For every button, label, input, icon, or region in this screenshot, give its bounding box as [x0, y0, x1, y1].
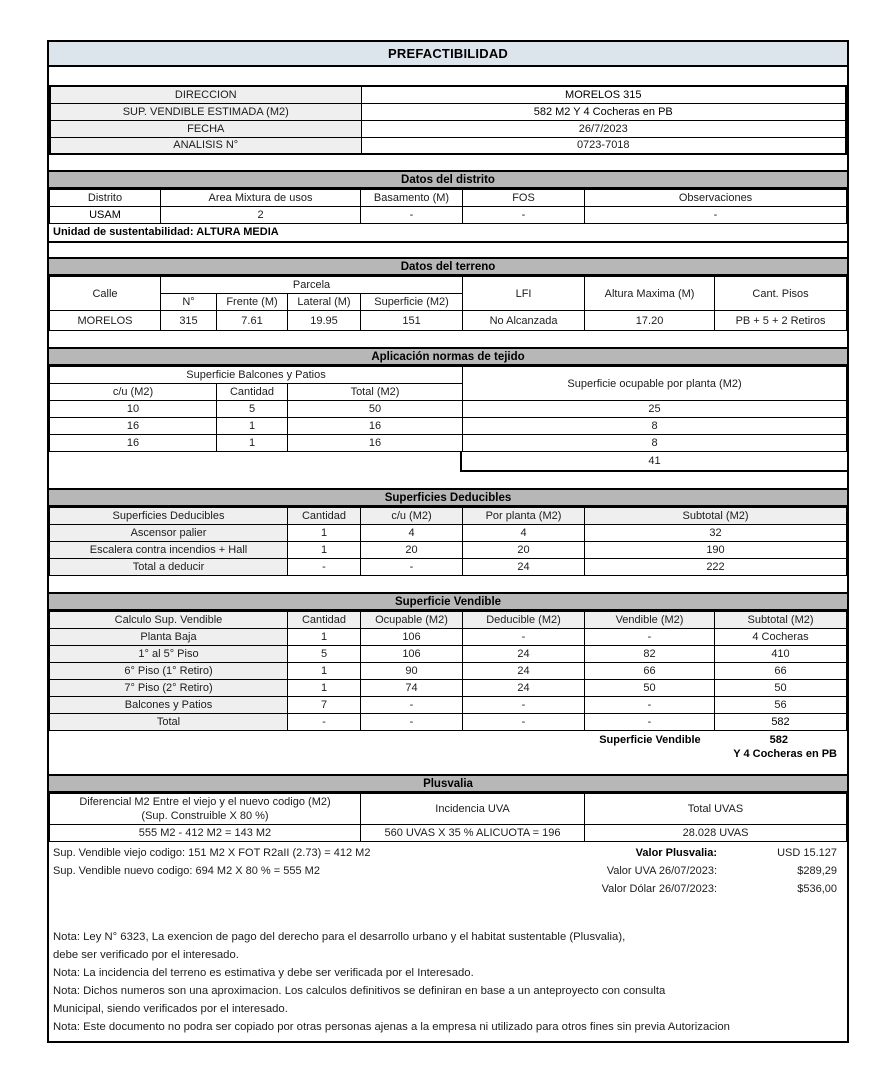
- distrito-header-observaciones: Observaciones: [585, 190, 847, 207]
- deducibles-row-total: [50, 559, 847, 576]
- vendible-cell: 82: [585, 646, 715, 663]
- terreno-header-altura: Altura Maxima (M): [585, 277, 715, 311]
- tejido-subheader-total: Total (M2): [288, 384, 463, 401]
- vendible-cell: 66: [715, 663, 847, 680]
- section-bar-terreno: Datos del terreno: [49, 257, 847, 276]
- vendible-cell: 74: [361, 680, 463, 697]
- note-line: Municipal, siendo verificados por el interesado.: [53, 1003, 288, 1015]
- plusvalia-header-diferencial: [50, 794, 361, 825]
- distrito-header-basamento: Basamento (M): [361, 190, 463, 207]
- vendible-summary-value: 582: [769, 734, 789, 746]
- distrito-data-row: [50, 207, 847, 224]
- deducibles-row-escalera: [50, 542, 847, 559]
- vendible-summary-label: Superficie Vendible: [599, 734, 701, 746]
- terreno-value-pisos: PB + 5 + 2 Retiros: [715, 311, 847, 331]
- tejido-cell: 8: [463, 418, 847, 435]
- deducibles-table: [49, 507, 847, 576]
- terreno-header-calle: Calle: [50, 277, 161, 311]
- gap: [49, 764, 847, 774]
- vendible-cell: 1: [288, 680, 361, 697]
- vendible-cell: -: [361, 714, 463, 731]
- terreno-value-numero: 315: [161, 311, 217, 331]
- terreno-header-row-1: [50, 277, 847, 294]
- info-value-sup-vendible: 582 M2 Y 4 Cocheras en PB: [361, 103, 846, 120]
- deducibles-cell: 1: [288, 525, 361, 542]
- tejido-cell: 16: [50, 435, 217, 452]
- terreno-header-lfi: LFI: [463, 277, 585, 311]
- vendible-summary-row: [49, 734, 847, 746]
- valor-plusvalia-row: [547, 844, 841, 862]
- deducibles-cell-label: Escalera contra incendios + Hall: [50, 542, 288, 559]
- distrito-header-row: [50, 190, 847, 207]
- distrito-header-mixtura: Area Mixtura de usos: [161, 190, 361, 207]
- vendible-row-planta-baja: [50, 629, 847, 646]
- sustainability-note: Unidad de sustentabilidad: ALTURA MEDIA: [49, 224, 847, 243]
- info-label-fecha: FECHA: [50, 120, 361, 137]
- vendible-header-deducible: Deducible (M2): [463, 612, 585, 629]
- vendible-cell: 24: [463, 646, 585, 663]
- distrito-value-mixtura: 2: [161, 207, 361, 224]
- distrito-value-fos: -: [463, 207, 585, 224]
- note-line: Nota: Dichos numeros son una aproximacion. Los calculos definitivos se definiran en base a un anteproyecto con consulta: [53, 985, 666, 997]
- vendible-header-vendible: Vendible (M2): [585, 612, 715, 629]
- tejido-data-row: [50, 418, 847, 435]
- vendible-cell: -: [585, 714, 715, 731]
- deducibles-row-ascensor: [50, 525, 847, 542]
- tejido-data-row: [50, 435, 847, 452]
- deducibles-header-cantidad: Cantidad: [288, 508, 361, 525]
- calc-line-viejo-codigo: Sup. Vendible viejo codigo: 151 M2 X FOT R2aII (2.73) = 412 M2: [53, 847, 371, 859]
- tejido-header-row-1: [50, 367, 847, 384]
- vendible-header-subtotal: Subtotal (M2): [715, 612, 847, 629]
- terreno-value-superficie: 151: [361, 311, 463, 331]
- terreno-value-altura: 17.20: [585, 311, 715, 331]
- deducibles-header-row: [50, 508, 847, 525]
- note-line: debe ser verificado por el interesado.: [53, 949, 239, 961]
- terreno-value-lateral: 19.95: [288, 311, 361, 331]
- valor-dolar-value: $536,00: [797, 883, 837, 895]
- distrito-value-distrito: USAM: [50, 207, 161, 224]
- tejido-data-row: [50, 401, 847, 418]
- vendible-cell: 7: [288, 697, 361, 714]
- terreno-value-frente: 7.61: [217, 311, 288, 331]
- valor-uva-label: Valor UVA 26/07/2023:: [606, 865, 717, 877]
- vendible-cell: -: [463, 714, 585, 731]
- valor-plusvalia-label: Valor Plusvalia:: [635, 847, 717, 859]
- tejido-subheader-cantidad: Cantidad: [217, 384, 288, 401]
- vendible-cell: -: [463, 697, 585, 714]
- vendible-cell: -: [585, 629, 715, 646]
- info-row-fecha: [50, 120, 846, 137]
- plusvalia-header-row: [50, 794, 847, 825]
- vendible-cell-label: 1° al 5° Piso: [50, 646, 288, 663]
- valor-uva-row: [547, 862, 841, 880]
- tejido-cell: 1: [217, 418, 288, 435]
- document-title: PREFACTIBILIDAD: [49, 42, 847, 67]
- deducibles-cell: 222: [585, 559, 847, 576]
- deducibles-cell: 24: [463, 559, 585, 576]
- deducibles-cell-label: Total a deducir: [50, 559, 288, 576]
- valor-dolar-row: [547, 880, 841, 898]
- distrito-value-observaciones: -: [585, 207, 847, 224]
- terreno-subheader-frente: Frente (M): [217, 294, 288, 311]
- distrito-value-basamento: -: [361, 207, 463, 224]
- vendible-row-total: [50, 714, 847, 731]
- info-label-sup-vendible: SUP. VENDIBLE ESTIMADA (M2): [50, 103, 361, 120]
- terreno-table: [49, 276, 847, 331]
- deducibles-cell: 1: [288, 542, 361, 559]
- tejido-cell: 8: [463, 435, 847, 452]
- vendible-header-row: [50, 612, 847, 629]
- info-value-fecha: 26/7/2023: [361, 120, 846, 137]
- deducibles-cell: 20: [463, 542, 585, 559]
- plusvalia-header-diferencial-line1: Diferencial M2 Entre el viejo y el nuevo codigo (M2): [79, 796, 331, 808]
- deducibles-header-subtotal: Subtotal (M2): [585, 508, 847, 525]
- vendible-cell-label: 7° Piso (2° Retiro): [50, 680, 288, 697]
- notes-block: [49, 924, 847, 1041]
- deducibles-cell: -: [361, 559, 463, 576]
- plusvalia-header-diferencial-line2: (Sup. Construible X 80 %): [141, 810, 269, 822]
- gap: [49, 155, 847, 170]
- distrito-header-fos: FOS: [463, 190, 585, 207]
- vendible-table: [49, 611, 847, 731]
- tejido-subheader-cu: c/u (M2): [50, 384, 217, 401]
- section-bar-tejido: Aplicación normas de tejido: [49, 347, 847, 366]
- tejido-cell: 16: [288, 435, 463, 452]
- tejido-total-row: [49, 452, 847, 472]
- plusvalia-value-total-uvas: 28.028 UVAS: [585, 825, 847, 842]
- deducibles-cell: 4: [463, 525, 585, 542]
- info-row-direccion: [50, 86, 846, 103]
- vendible-cell: -: [463, 629, 585, 646]
- distrito-table: [49, 189, 847, 224]
- terreno-data-row: [50, 311, 847, 331]
- terreno-header-parcela: Parcela: [161, 277, 463, 294]
- tejido-cell: 1: [217, 435, 288, 452]
- tejido-table: [49, 366, 847, 452]
- gap: [49, 331, 847, 347]
- vendible-header-calculo: Calculo Sup. Vendible: [50, 612, 288, 629]
- vendible-cell: 106: [361, 646, 463, 663]
- terreno-header-pisos: Cant. Pisos: [715, 277, 847, 311]
- vendible-cell-label: Balcones y Patios: [50, 697, 288, 714]
- tejido-cell: 10: [50, 401, 217, 418]
- tejido-cell: 50: [288, 401, 463, 418]
- info-table: [49, 85, 847, 155]
- prefactibilidad-document: [47, 40, 849, 1043]
- terreno-value-lfi: No Alcanzada: [463, 311, 585, 331]
- distrito-header-distrito: Distrito: [50, 190, 161, 207]
- tejido-cell: 16: [288, 418, 463, 435]
- vendible-cell: 5: [288, 646, 361, 663]
- vendible-cell: 50: [585, 680, 715, 697]
- plusvalia-header-incidencia: Incidencia UVA: [361, 794, 585, 825]
- deducibles-cell: 32: [585, 525, 847, 542]
- plusvalia-data-row: [50, 825, 847, 842]
- terreno-subheader-numero: N°: [161, 294, 217, 311]
- vendible-cell: 24: [463, 663, 585, 680]
- info-value-analisis: 0723-7018: [361, 137, 846, 154]
- vendible-row-7-piso: [50, 680, 847, 697]
- calc-line-nuevo-codigo: Sup. Vendible nuevo codigo: 694 M2 X 80 % = 555 M2: [53, 865, 320, 877]
- tejido-header-balcones: Superficie Balcones y Patios: [50, 367, 463, 384]
- vendible-cell-label: Total: [50, 714, 288, 731]
- info-row-analisis: [50, 137, 846, 154]
- info-value-direccion: MORELOS 315: [361, 86, 846, 103]
- vendible-cell: 106: [361, 629, 463, 646]
- tejido-total-empty: [49, 452, 460, 472]
- section-bar-deducibles: Superficies Deducibles: [49, 488, 847, 507]
- vendible-cell: -: [585, 697, 715, 714]
- vendible-cell: -: [361, 697, 463, 714]
- deducibles-header-porplanta: Por planta (M2): [463, 508, 585, 525]
- vendible-cell: 66: [585, 663, 715, 680]
- terreno-subheader-superficie: Superficie (M2): [361, 294, 463, 311]
- plusvalia-table: [49, 793, 847, 842]
- vendible-cell: 90: [361, 663, 463, 680]
- terreno-subheader-lateral: Lateral (M): [288, 294, 361, 311]
- info-label-analisis: ANALISIS N°: [50, 137, 361, 154]
- valor-plusvalia-value: USD 15.127: [777, 847, 837, 859]
- gap: [49, 576, 847, 592]
- tejido-total-value: 41: [460, 452, 847, 472]
- vendible-header-ocupable: Ocupable (M2): [361, 612, 463, 629]
- vendible-cell: 410: [715, 646, 847, 663]
- valor-uva-value: $289,29: [797, 865, 837, 877]
- vendible-cell-total: 582: [715, 714, 847, 731]
- deducibles-cell-label: Ascensor palier: [50, 525, 288, 542]
- plusvalia-calc-lines: [49, 844, 547, 898]
- info-label-direccion: DIRECCION: [50, 86, 361, 103]
- vendible-cell: 1: [288, 663, 361, 680]
- section-bar-vendible: Superficie Vendible: [49, 592, 847, 611]
- vendible-cell: 1: [288, 629, 361, 646]
- plusvalia-value-incidencia: 560 UVAS X 35 % ALICUOTA = 196: [361, 825, 585, 842]
- gap: [49, 472, 847, 488]
- section-bar-distrito: Datos del distrito: [49, 170, 847, 189]
- note-line: Nota: Ley N° 6323, La exencion de pago del derecho para el desarrollo urbano y el habitat sustentable (Plusvalia),: [53, 931, 626, 943]
- deducibles-cell: -: [288, 559, 361, 576]
- plusvalia-header-total-uvas: Total UVAS: [585, 794, 847, 825]
- plusvalia-calc-block: [49, 842, 847, 898]
- tejido-header-ocupable: Superficie ocupable por planta (M2): [463, 367, 847, 401]
- vendible-cell-label: Planta Baja: [50, 629, 288, 646]
- tejido-cell: 5: [217, 401, 288, 418]
- vendible-cell: 4 Cocheras: [715, 629, 847, 646]
- deducibles-header-nombre: Superficies Deducibles: [50, 508, 288, 525]
- note-line: Nota: Este documento no podra ser copiado por otras personas ajenas a la empresa ni utilizado para otros fines sin previa Autorizacion: [53, 1021, 730, 1033]
- spacer-row: [49, 67, 847, 85]
- vendible-header-cantidad: Cantidad: [288, 612, 361, 629]
- info-row-sup-vendible: [50, 103, 846, 120]
- deducibles-cell: 20: [361, 542, 463, 559]
- tejido-cell: 25: [463, 401, 847, 418]
- vendible-cell-label: 6° Piso (1° Retiro): [50, 663, 288, 680]
- tejido-cell: 16: [50, 418, 217, 435]
- terreno-value-calle: MORELOS: [50, 311, 161, 331]
- valor-dolar-label: Valor Dólar 26/07/2023:: [601, 883, 717, 895]
- deducibles-cell: 4: [361, 525, 463, 542]
- vendible-cell: 56: [715, 697, 847, 714]
- vendible-cell: -: [288, 714, 361, 731]
- plusvalia-value-diferencial: 555 M2 - 412 M2 = 143 M2: [50, 825, 361, 842]
- vendible-row-1-5-piso: [50, 646, 847, 663]
- deducibles-cell: 190: [585, 542, 847, 559]
- deducibles-header-cu: c/u (M2): [361, 508, 463, 525]
- plusvalia-valores: [547, 844, 847, 898]
- vendible-row-6-piso: [50, 663, 847, 680]
- vendible-cell: 50: [715, 680, 847, 697]
- note-line: Nota: La incidencia del terreno es estimativa y debe ser verificada por el Interesado.: [53, 967, 474, 979]
- section-bar-plusvalia: Plusvalia: [49, 774, 847, 793]
- gap: [49, 898, 847, 924]
- vendible-cell: 24: [463, 680, 585, 697]
- gap: [49, 243, 847, 257]
- vendible-summary-note: Y 4 Cocheras en PB: [733, 748, 837, 760]
- vendible-row-balcones: [50, 697, 847, 714]
